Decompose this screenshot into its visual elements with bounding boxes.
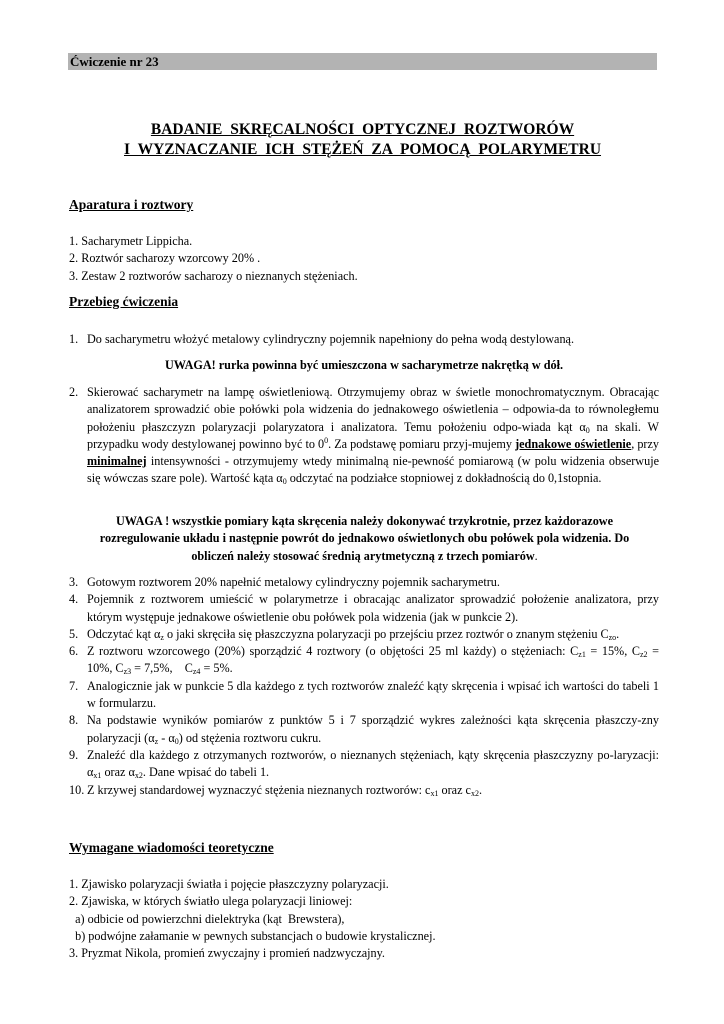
step-number: 3.	[69, 575, 79, 589]
step-number: 1.	[69, 332, 79, 346]
list-item: 2. Zjawiska, w których światło ulega polaryzacji liniowej:	[69, 894, 353, 909]
step-text: o jaki skręciła się płaszczyzna polaryzacji po przejściu przez roztwór o znanym stężeniu C	[163, 626, 609, 641]
subscript: 0	[282, 477, 287, 487]
document-title	[68, 120, 657, 160]
step-text: Na podstawie wyników pomiarów z punktów 5 i 7 sporządzić wykres zależności kąta skręcenia płaszczy-zny polaryzacji (α	[87, 713, 659, 745]
step-text: .	[616, 626, 620, 641]
note-text: UWAGA ! wszystkie pomiary kąta skręcenia należy dokonywać trzykrotnie, przez każdorazowe rozregulowanie układu i następnie powrót do jednakowo oświetlonych obu połówek pola widzenia. Do obliczeń należy stosować średnią arytmetyczną z trzech pomiarów	[99, 514, 630, 563]
step-text: .	[478, 782, 482, 797]
step-2	[69, 384, 659, 488]
step-text: = 10%, C	[87, 644, 660, 676]
list-item: 1. Sacharymetr Lippicha.	[69, 234, 193, 248]
step-text: ) od stężenia roztworu cukru.	[178, 730, 322, 745]
step-number: 8.	[69, 713, 79, 728]
subscript: z3	[123, 667, 132, 677]
step-text: - α	[158, 730, 175, 745]
step-6	[69, 643, 659, 678]
step-text: Z roztworu wzorcowego (20%) sporządzić 4 roztwory (o objętości 25 ml każdy) o stężeniach: C	[87, 644, 579, 659]
emphasis-equal-lighting: jednakowe oświetlenie	[515, 436, 632, 451]
step-text: Z krzywej standardowej wyznaczyć stężenia nieznanych roztworów: c	[87, 782, 431, 797]
step-text: oraz c	[438, 782, 471, 797]
section-heading-wiadomosci: Wymagane wiadomości teoretyczne	[69, 840, 274, 855]
subscript: 0	[174, 736, 179, 746]
list-item: b) podwójne załamanie w pewnych substancjach o budowie krystalicznej.	[69, 928, 436, 943]
step-number: 5.	[69, 626, 79, 641]
step-8	[69, 712, 659, 747]
step-number: 10.	[69, 782, 85, 797]
step-10	[69, 782, 659, 799]
step-text: Do sacharymetru włożyć metalowy cylindryczny pojemnik napełniony do pełna wodą destylowaną.	[87, 332, 575, 346]
list-item: a) odbicie od powierzchni dielektryka (kąt Brewstera),	[69, 911, 345, 926]
subscript: z2	[639, 650, 648, 660]
step-text: , przy	[631, 436, 659, 451]
step-5	[69, 626, 659, 643]
step-text: . Za podstawę pomiaru przyj-mujemy	[328, 436, 516, 451]
subscript: z4	[192, 667, 201, 677]
emphasis-minimal: minimalnej	[87, 454, 147, 469]
wiadomosci-list	[69, 876, 659, 962]
step-text: Odczytać kąt α	[87, 626, 161, 641]
step-text: odczytać na podziałce stopniowej z dokładnością do 0,1stopnia.	[286, 471, 602, 486]
step-number: 4.	[69, 592, 79, 607]
step-7	[69, 678, 659, 713]
step-text: oraz α	[101, 765, 135, 780]
subscript: z	[160, 632, 164, 642]
subscript: zo	[608, 632, 617, 642]
exercise-header-bar	[68, 53, 657, 70]
list-item: 3. Zestaw 2 roztworów sacharozy o nieznanych stężeniach.	[69, 268, 358, 283]
step-text: intensywności - otrzymujemy wtedy minimalną nie-pewność pomiarową (w polu widzenia obserwuje się wówczas szare pole). Wartość kąta α	[87, 454, 659, 486]
list-item: 2. Roztwór sacharozy wzorcowy 20% .	[69, 251, 261, 266]
steps-3-to-10	[69, 574, 659, 799]
step-4	[69, 591, 659, 626]
subscript: x2	[134, 771, 143, 781]
title-line-2: I WYZNACZANIE ICH STĘŻEŃ ZA POMOCĄ POLARYMETRU	[123, 141, 602, 158]
step-number: 7.	[69, 678, 79, 693]
step-3	[69, 574, 659, 591]
subscript: x2	[470, 788, 479, 798]
step-text: Analogicznie jak w punkcie 5 dla każdego z tych roztworów znaleźć kąty skręcenia i wpisać ich wartości do tabeli 1 w formularzu.	[87, 678, 659, 711]
step-text: = 15%, C	[585, 644, 640, 659]
section-heading-aparatura: Aparatura i roztwory	[69, 197, 194, 212]
step-text: Pojemnik z roztworem umieścić w polarymetrze i obracając analizator sprowadzić położenie analizatora, przy którym występuje jednakowe oświetlenie obu połówek pola widzenia (jak w punkcie 2).	[87, 592, 659, 624]
step-text: = 7,5%, C	[131, 661, 193, 676]
subscript: z	[154, 736, 159, 746]
step-number: 6.	[69, 644, 79, 659]
step-9	[69, 747, 659, 782]
step-text: na skali. W przypadku wody destylowanej powinno być to 0	[87, 419, 659, 451]
superscript: 0	[324, 435, 329, 445]
note-tail: .	[534, 548, 538, 563]
section-heading-przebieg: Przebieg ćwiczenia	[69, 294, 179, 309]
list-item: 1. Zjawisko polaryzacji światła i pojęcie płaszczyzny polaryzacji.	[69, 877, 389, 891]
step-number: 9.	[69, 747, 79, 762]
step-text: . Dane wpisać do tabeli 1.	[142, 765, 270, 780]
step-text: Znaleźć dla każdego z otrzymanych roztworów, o nieznanych stężeniach, kąty skręcenia płaszczyzny po-laryzacji: α	[87, 747, 659, 780]
subscript: x1	[430, 788, 439, 798]
step-1	[69, 331, 659, 348]
step-text: Gotowym roztworem 20% napełnić metalowy cylindryczny pojemnik sacharymetru.	[87, 575, 500, 589]
subscript: x1	[93, 771, 102, 781]
subscript: z1	[578, 650, 586, 660]
warning-note-1: UWAGA! rurka powinna być umieszczona w sacharymetrze nakrętką w dół.	[164, 358, 564, 372]
step-number: 2.	[69, 385, 79, 399]
title-line-1: BADANIE SKRĘCALNOŚCI OPTYCZNEJ ROZTWORÓW	[150, 121, 575, 138]
aparatura-list	[69, 233, 659, 285]
step-text: Skierować sacharymetr na lampę oświetleniową. Otrzymujemy obraz w świetle monochromatycznym. Obracając analizatorem sprowadzić obie połówki pola widzenia do jednakowego oświetlenia – odpowia-da to równoległemu położeniu płaszczyzn polaryzacji polaryzatora i analizatora. Temu położeniu odpo-wiada kąt α	[87, 385, 659, 434]
step-text: = 5%.	[200, 661, 233, 676]
subscript: 0	[585, 425, 590, 435]
exercise-number: Ćwiczenie nr 23	[70, 54, 159, 69]
warning-note-2	[92, 513, 637, 565]
list-item: 3. Pryzmat Nikola, promień zwyczajny i promień nadzwyczajny.	[69, 946, 385, 961]
